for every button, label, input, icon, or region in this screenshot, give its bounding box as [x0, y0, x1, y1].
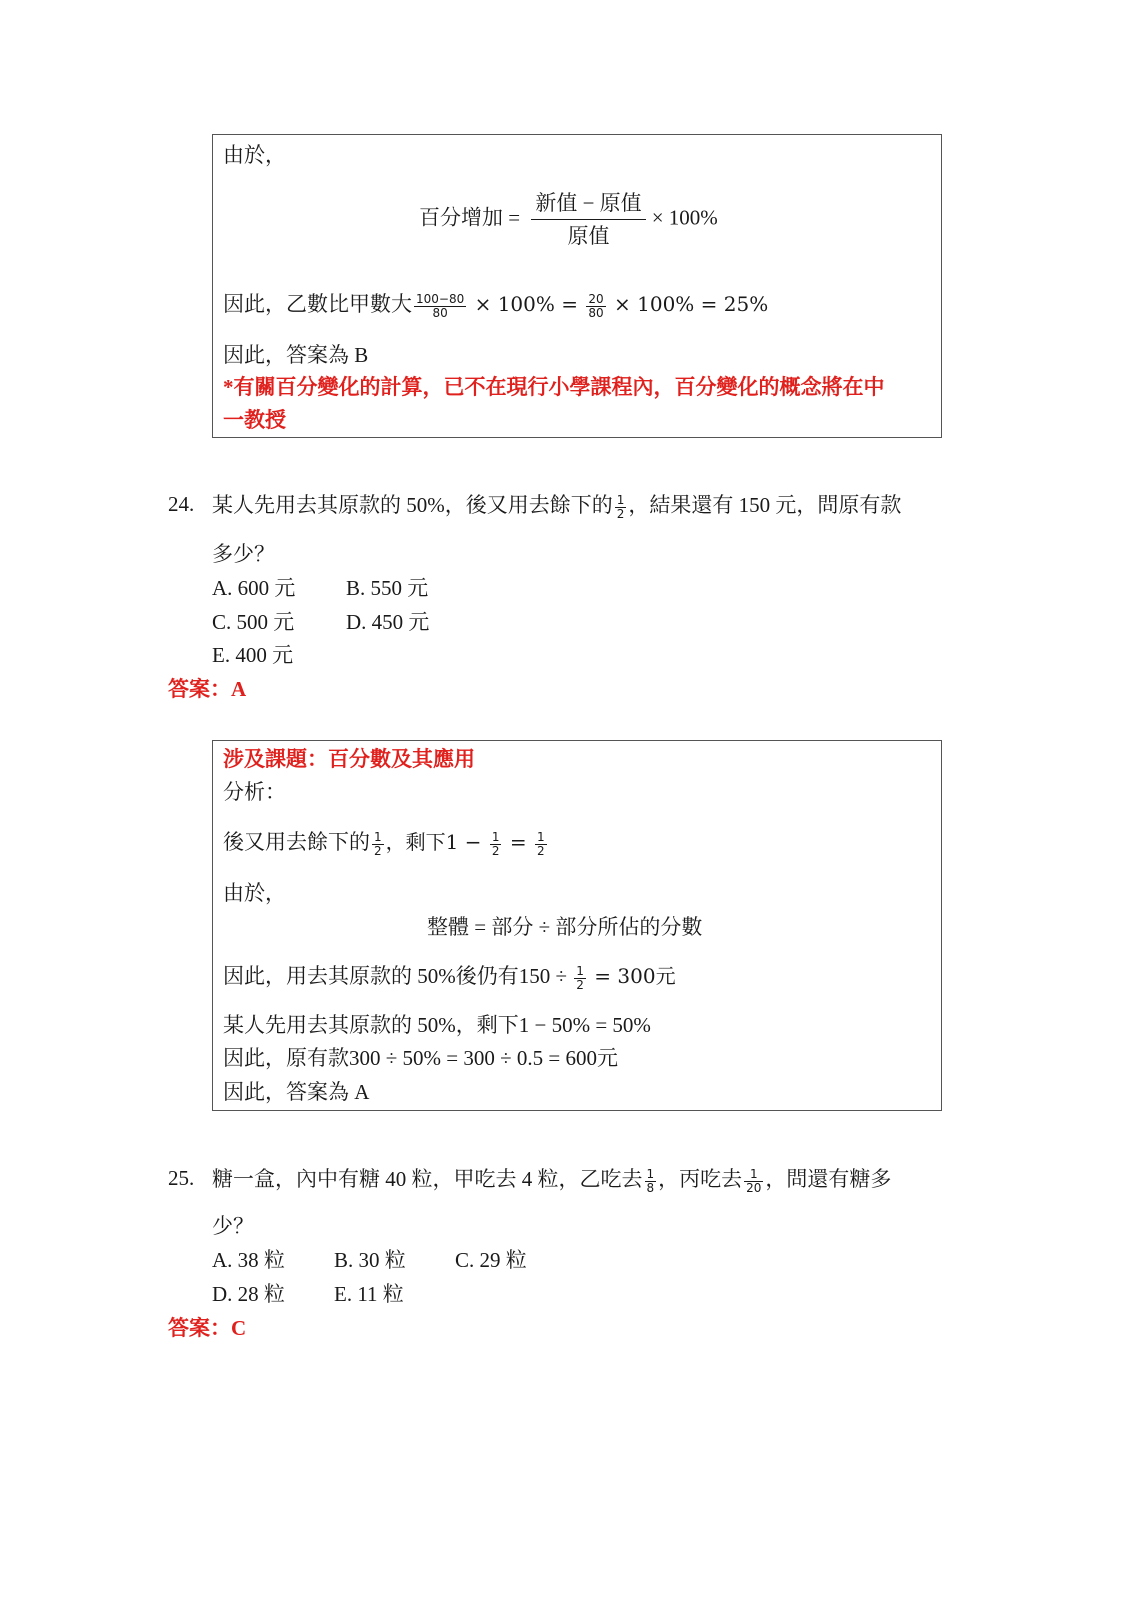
calc-f1-num: 100−80 [416, 291, 465, 306]
after-spend-end: = 300元 [587, 964, 676, 988]
curriculum-note-line-2: 一教授 [223, 408, 286, 432]
calc-prefix: 因此，乙數比甲數大 [223, 292, 412, 316]
since-text: 由於， [223, 143, 286, 167]
calc-f2-den: 80 [588, 305, 604, 320]
after-spend-prefix: 因此，用去其原款的 50%後仍有150 ÷ [223, 964, 573, 988]
formula-denominator: 原值 [567, 224, 610, 248]
question-25-text-cont: 少？ [212, 1214, 254, 1238]
q25-option-e: E. 11 粒 [334, 1282, 404, 1306]
q25-fraction-2 [744, 1168, 763, 1195]
formula-lhs: 百分增加 = [419, 205, 526, 230]
answer-statement: 因此，答案為 B [223, 343, 369, 367]
topic-heading: 涉及課題：百分數及其應用 [223, 747, 475, 771]
q25-option-b: B. 30 粒 [334, 1248, 406, 1272]
whole-formula: 整體 = 部分 ÷ 部分所佔的分數 [427, 915, 703, 939]
calc-fraction-2 [586, 293, 605, 320]
question-24-text [212, 488, 901, 522]
original-amount-line: 因此，原有款300 ÷ 50% = 300 ÷ 0.5 = 600元 [223, 1046, 618, 1070]
q24-frac-den: 2 [616, 506, 625, 521]
solution-box-q23 [212, 134, 942, 438]
solution-box-q24 [212, 740, 942, 1111]
answer-statement-2: 因此，答案為 A [223, 1080, 370, 1104]
rf3-den: 2 [536, 843, 545, 858]
q24-option-a: A. 600 元 [212, 576, 296, 600]
curriculum-note-line-1: *有關百分變化的計算，已不在現行小學課程內，百分變化的概念將在中 [223, 375, 885, 399]
q24-answer: 答案：A [168, 677, 247, 701]
asf-den: 2 [576, 977, 584, 992]
rf2-num: 1 [491, 829, 500, 844]
q25-answer: 答案：C [168, 1316, 247, 1340]
question-25-number: 25. [168, 1166, 195, 1190]
q25-option-a: A. 38 粒 [212, 1248, 285, 1272]
remaining-fraction-2 [490, 831, 502, 858]
calc-f2-num: 20 [588, 291, 604, 306]
q24-option-b: B. 550 元 [346, 576, 429, 600]
q25f2-num: 1 [744, 1168, 763, 1182]
asf-num: 1 [576, 963, 584, 978]
calc-f1-den: 80 [432, 305, 448, 320]
q25-fraction-1 [645, 1168, 657, 1195]
q24-text-b: ，結果還有 150 元，問原有款 [628, 493, 902, 517]
q25-text-c: ，問還有糖多 [765, 1167, 892, 1191]
calc-fraction-1 [414, 293, 466, 320]
q25-option-d: D. 28 粒 [212, 1282, 285, 1306]
question-24-text-cont: 多少？ [212, 542, 275, 566]
analysis-label: 分析： [223, 780, 286, 804]
calc-mid: × 100% = [468, 292, 585, 316]
q24-option-e: E. 400 元 [212, 643, 294, 667]
formula-numerator: 新值 − 原值 [531, 187, 645, 220]
remaining-line [223, 825, 549, 859]
rf2-den: 2 [491, 843, 500, 858]
q24-option-c: C. 500 元 [212, 610, 295, 634]
percent-increase-formula [419, 187, 718, 252]
formula-fraction [531, 187, 645, 252]
remaining-fraction-1 [372, 831, 384, 858]
calc-end: × 100% = 25% [607, 292, 769, 316]
remaining-mid: ，剩下1 − [385, 830, 488, 854]
q25-text-b: ，丙吃去 [658, 1167, 743, 1191]
after-spend-line [223, 959, 676, 993]
remaining-prefix: 後又用去餘下的 [223, 830, 370, 854]
calculation-line [223, 287, 768, 321]
after-spend-fraction [574, 965, 586, 992]
question-25-text [212, 1162, 891, 1196]
formula-rhs: × 100% [651, 205, 718, 230]
q25-option-c: C. 29 粒 [455, 1248, 527, 1272]
q25f2-den: 20 [746, 1180, 762, 1195]
since-text-2: 由於， [223, 881, 286, 905]
remaining-fraction-3 [535, 831, 547, 858]
question-24-number: 24. [168, 492, 195, 516]
rf3-num: 1 [536, 829, 545, 844]
remaining-eq: = [503, 830, 533, 854]
remaining-percent-line: 某人先用去其原款的 50%，剩下1 − 50% = 50% [223, 1013, 651, 1037]
q24-text-a: 某人先用去其原款的 50%，後又用去餘下的 [212, 493, 613, 517]
q25-text-a: 糖一盒，內中有糖 40 粒，甲吃去 4 粒，乙吃去 [212, 1167, 643, 1191]
q24-frac-num: 1 [616, 492, 625, 507]
q24-fraction [615, 494, 627, 521]
q24-option-d: D. 450 元 [346, 610, 430, 634]
q25f1-den: 8 [646, 1180, 655, 1195]
q25f1-num: 1 [646, 1166, 655, 1181]
rf1-den: 2 [374, 843, 382, 858]
rf1-num: 1 [374, 829, 382, 844]
